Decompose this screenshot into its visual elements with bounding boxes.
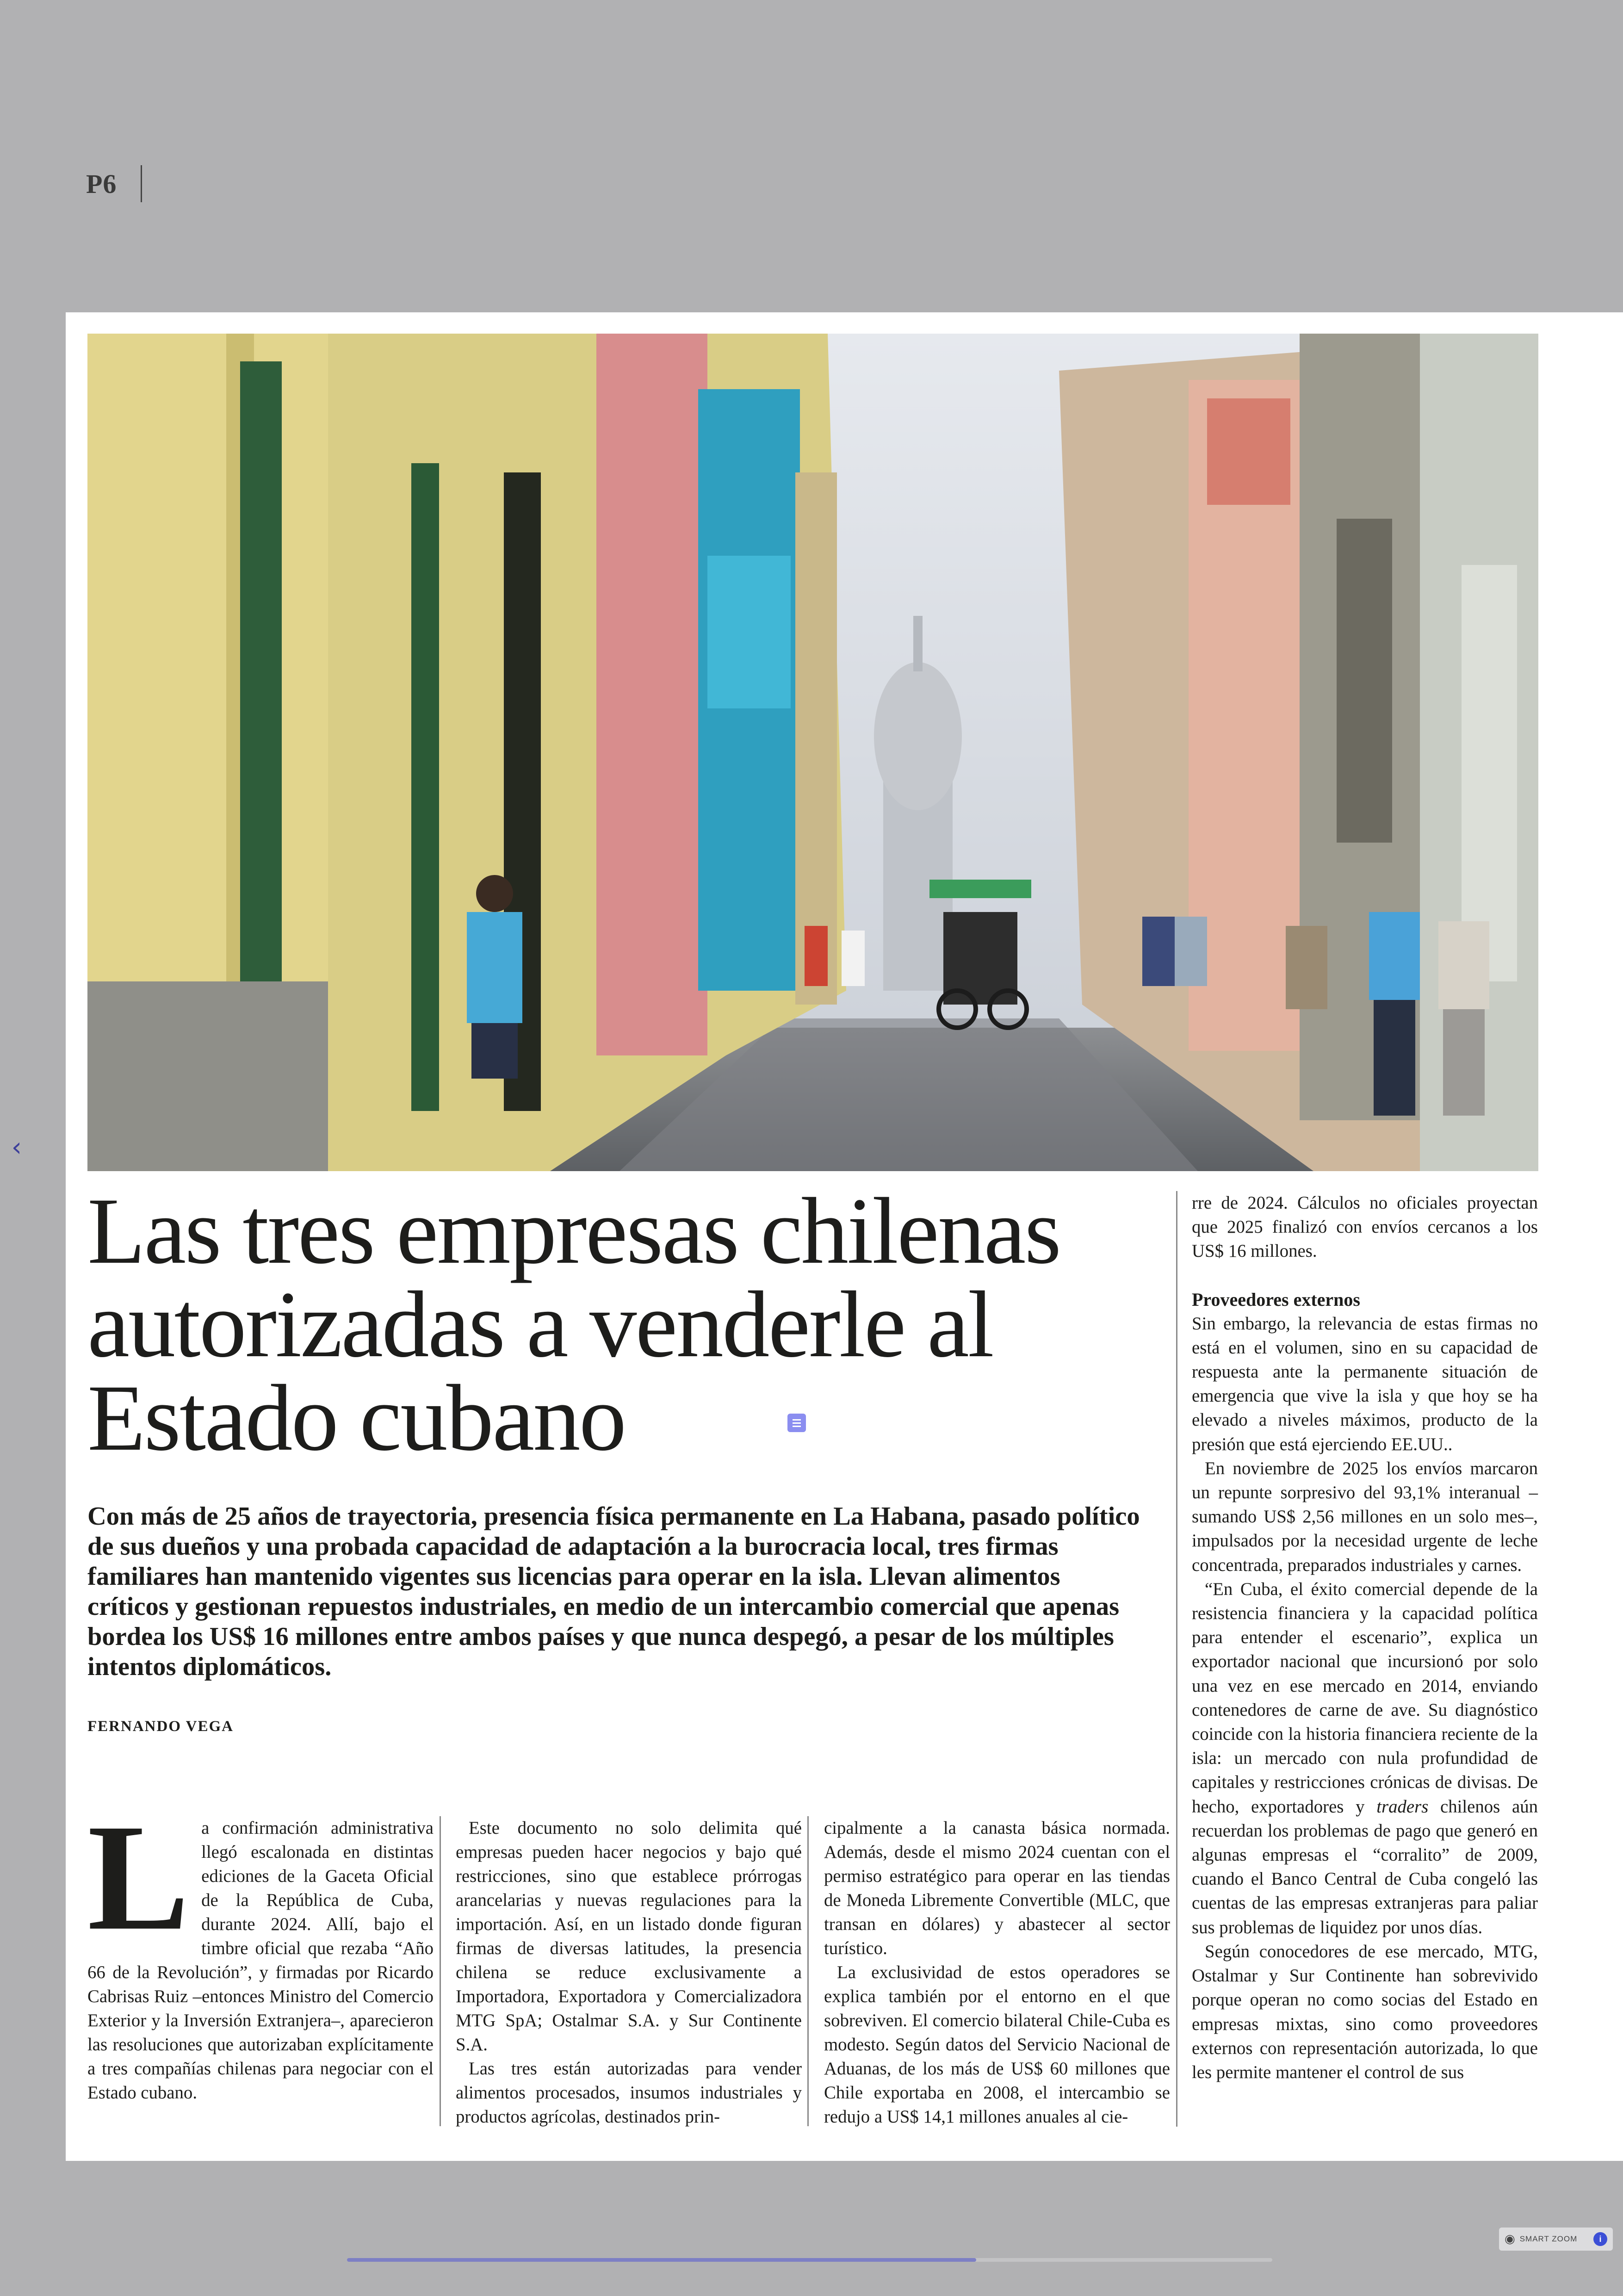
headline-line-2: autorizadas a venderle al: [87, 1272, 993, 1377]
street-scene-illustration: [87, 334, 1538, 1171]
article-column-2: [456, 1816, 802, 2129]
info-icon[interactable]: i: [1593, 2232, 1607, 2246]
body-paragraph: cipalmente a la canasta básica normada. Además, desde el mismo 2024 cuentan con el permiso estratégico para operar en las tiendas de Moneda Libremente Convertible (MLC, que transan en dólares) y abastecer al sector turístico.: [824, 1818, 1170, 1958]
body-text: chilenos aún recuerdan los problemas de pago que generó en algunas empresas el “corralito” de 2009, cuando el Banco Central de Cuba congeló las cuentas de las empresas extranjeras para paliar sus problemas de liquidez por unos días.: [1192, 1796, 1538, 1937]
column-divider: [440, 1816, 441, 2126]
body-paragraph: La exclusividad de estos operadores se explica también por el entorno en el que sobreviven. El comercio bilateral Chile-Cuba es modesto. Según datos del Servicio Nacional de Aduanas, de los más de US$ 60 millones que Chile exportaba en 2008, el intercambio se redujo a US$ 14,1 millones anuales al cie-: [824, 1962, 1170, 2127]
page-label-divider: [141, 165, 142, 202]
body-text-emphasis: traders: [1376, 1796, 1429, 1817]
headline-line-3: Estado cubano: [87, 1365, 626, 1471]
body-paragraph: [1192, 1577, 1538, 1940]
article-lead: Con más de 25 años de trayectoria, presencia física permanente en La Habana, pasado político de sus dueños y una probada capacidad de adaptación a la burocracia local, tres firmas familiares han mantenido vigentes sus licencias para operar en la isla. Llevan alimentos críticos y gestionan repuestos industriales, en medio de un intercambio comercial que apenas bordea los US$ 16 millones entre ambos países y que nunca despegó, a pesar de los múltiples intentos diplomáticos.: [87, 1502, 1140, 1681]
reading-progress-fill: [347, 2258, 976, 2262]
smart-zoom-button[interactable]: [1499, 2228, 1613, 2251]
article-column-3: [824, 1816, 1170, 2129]
reading-progress-bar[interactable]: [347, 2258, 1272, 2262]
body-paragraph: En noviembre de 2025 los envíos marcaron un repunte sorpresivo del 93,1% interanual –sumando US$ 2,56 millones en un solo mes–, impulsados por la necesidad urgente de leche concentrada, preparados industriales y carnes.: [1192, 1458, 1538, 1575]
body-text: “En Cuba, el éxito comercial depende de la resistencia financiera y la capacidad política para entender el escenario”, explica un exportador nacional que incursionó por solo una vez en ese mercado en 2014, enviando contenedores de carne de ave. Su diagnóstico coincide con la historia financiera reciente de la isla: un mercado con nula profundidad de capitales y restricciones crónicas de divisas. De hecho, exportadores y: [1192, 1579, 1538, 1817]
newspaper-page: [66, 312, 1623, 2161]
author-byline: FERNANDO VEGA: [87, 1718, 234, 1735]
article-column-4: [1192, 1191, 1538, 2085]
body-paragraph: rre de 2024. Cálculos no oficiales proyectan que 2025 finalizó con envíos cercanos a los US$ 16 millones.: [1192, 1193, 1538, 1261]
body-paragraph: Sin embargo, la relevancia de estas firmas no está en el volumen, sino en su capacidad de respuesta ante la permanente situación de emergencia que vive la isla y que hoy se ha elevado a niveles máximos, producto de la presión que está ejerciendo EE.UU..: [1192, 1313, 1538, 1454]
body-paragraph: Según conocedores de ese mercado, MTG, Ostalmar y Sur Continente han sobrevivido porque operan no como socias del Estado en empresas mixtas, sino como proveedores externos con representación autorizada, lo que les permite mantener el control de sus: [1192, 1941, 1538, 2082]
eye-icon: ◉: [1505, 2232, 1515, 2246]
column-divider: [807, 1816, 809, 2126]
body-paragraph: Este documento no solo delimita qué empresas pueden hacer negocios y bajo qué restricciones, sino que establece prórrogas arancelarias y nuevas regulaciones para la importación. Así, en un listado donde figuran firmas de diversas latitudes, la presencia chilena se reduce exclusivamente a Importadora, Exportadora y Comercializadora MTG SpA; Ostalmar S.A. y Sur Continente S.A.: [456, 1818, 802, 2054]
previous-page-chevron-icon[interactable]: ‹: [11, 1132, 22, 1162]
column-divider: [1176, 1191, 1177, 2127]
headline-line-1: Las tres empresas chilenas: [87, 1179, 1060, 1284]
section-subhead: Proveedores externos: [1192, 1289, 1360, 1310]
page-label: [86, 165, 142, 202]
drop-cap: L: [87, 1793, 190, 1962]
article-headline: [87, 1179, 1198, 1471]
smart-zoom-label: SMART ZOOM: [1519, 2234, 1578, 2243]
article-column-1: [87, 1793, 434, 2105]
annotation-note-icon[interactable]: [787, 1414, 806, 1432]
havana-street-photo: [87, 334, 1538, 1171]
body-paragraph: Las tres están autorizadas para vender alimentos procesados, insumos industriales y productos agrícolas, destinados prin-: [456, 2059, 802, 2127]
page-number: P6: [86, 168, 117, 199]
body-paragraph: a confirmación administrativa llegó escalonada en distintas ediciones de la Gaceta Oficial de la República de Cuba, durante 2024. Allí, bajo el timbre oficial que rezaba “Año 66 de la Revolución”, y firmadas por Ricardo Cabrisas Ruiz –entonces Ministro del Comercio Exterior y la Inversión Extranjera–, aparecieron las resoluciones que autorizaban explícitamente a tres compañías chilenas para negociar con el Estado cubano.: [87, 1818, 434, 2103]
